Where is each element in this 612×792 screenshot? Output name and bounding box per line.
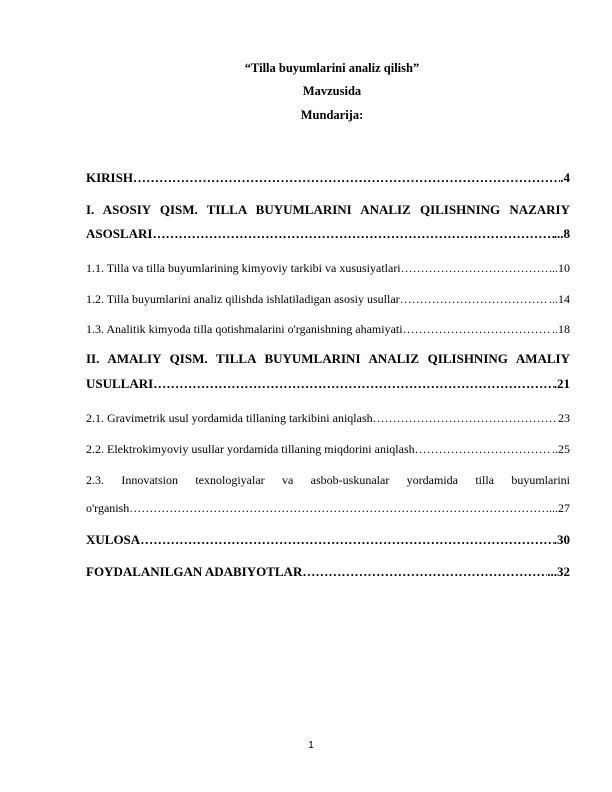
toc-entry-adabiyotlar[interactable] — [86, 562, 570, 582]
toc-entry-xulosa[interactable] — [86, 530, 570, 550]
toc-page-number: .30 — [553, 532, 570, 547]
toc-entry-text: 1.2. Tilla buyumlarini analiz qilishda ishlatiladigan asosiy usullar — [86, 292, 400, 306]
toc-entry-1-3[interactable] — [86, 319, 570, 339]
toc-leader-dots — [401, 258, 549, 278]
toc-leader-dots — [415, 439, 552, 459]
toc-entry-asosiy-qism[interactable] — [86, 200, 570, 244]
toc-page-number: ...8 — [553, 226, 570, 241]
toc-entry-text: 1.1. Tilla va tilla buyumlarining kimyoviy tarkibi va xususiyatlari — [86, 261, 401, 275]
toc-leader-dots — [140, 530, 554, 550]
toc-page-number: .21 — [553, 376, 570, 391]
toc-entry-2-2[interactable] — [86, 439, 570, 459]
toc-page-number: ...10 — [549, 261, 570, 275]
document-title: “Tilla buyumlarini analiz qilish” — [244, 61, 420, 75]
toc-entry-text: 1.3. Analitik kimyoda tilla qotishmalarini o'rganishning ahamiyati — [86, 322, 403, 336]
toc-entry-text: XULOSA — [86, 532, 141, 547]
toc-entry-text: USULLARI — [86, 376, 154, 391]
toc-entry-text-line1: I. ASOSIY QISM. TILLA BUYUMLARINI ANALIZ QILISHNING NAZARIY — [86, 202, 570, 217]
toc-leader-dots — [302, 562, 547, 582]
toc-page-number: ...14 — [549, 292, 570, 306]
toc-leader-dots — [133, 168, 560, 188]
toc-entry-amaliy-qism[interactable] — [86, 349, 570, 394]
toc-entry-1-1[interactable] — [86, 258, 570, 278]
toc-entry-text: 2.2. Elektrokimyoviy usullar yordamida tillaning miqdorini aniqlash — [86, 442, 415, 456]
toc-entry-text: 2.1. Gravimetrik usul yordamida tillaning tarkibini aniqlash — [86, 411, 373, 425]
toc-entry-text: ASOSLARI — [86, 226, 153, 241]
toc-entry-2-3[interactable] — [86, 470, 570, 518]
toc-entry-text-line1: 2.3. Innovatsion texnologiyalar va asbob-uskunalar yordamida tilla buyumlarini — [86, 473, 570, 487]
toc-entry-text-line1: II. AMALIY QISM. TILLA BUYUMLARINI ANALIZ QILISHNING AMALIY — [86, 351, 570, 366]
toc-page-number: ...27 — [549, 501, 570, 515]
toc-leader-dots — [152, 224, 553, 244]
toc-page-number: .4 — [560, 170, 570, 185]
toc-entry-text: FOYDALANILGAN ADABIYOTLAR — [86, 564, 303, 579]
toc-page-number: ..25 — [552, 442, 570, 456]
toc-entry-text: KIRISH — [86, 170, 133, 185]
toc-page-number: ...32 — [547, 564, 570, 579]
toc-page-number: ..18 — [552, 322, 570, 336]
toc-entry-text: o'rganish — [86, 501, 130, 515]
toc-entry-1-2[interactable] — [86, 289, 570, 309]
toc-heading: Mundarija: — [300, 108, 364, 122]
toc-leader-dots — [153, 374, 554, 394]
page-number: 1 — [308, 740, 314, 751]
toc-entry-kirish[interactable] — [86, 168, 570, 188]
toc-leader-dots — [403, 319, 552, 339]
toc-leader-dots — [400, 289, 549, 309]
toc-page-number: 23 — [558, 411, 570, 425]
toc-entry-2-1[interactable] — [86, 408, 570, 428]
toc-leader-dots — [129, 498, 549, 518]
document-subtitle: Mavzusida — [302, 84, 362, 98]
toc-leader-dots — [373, 408, 558, 428]
